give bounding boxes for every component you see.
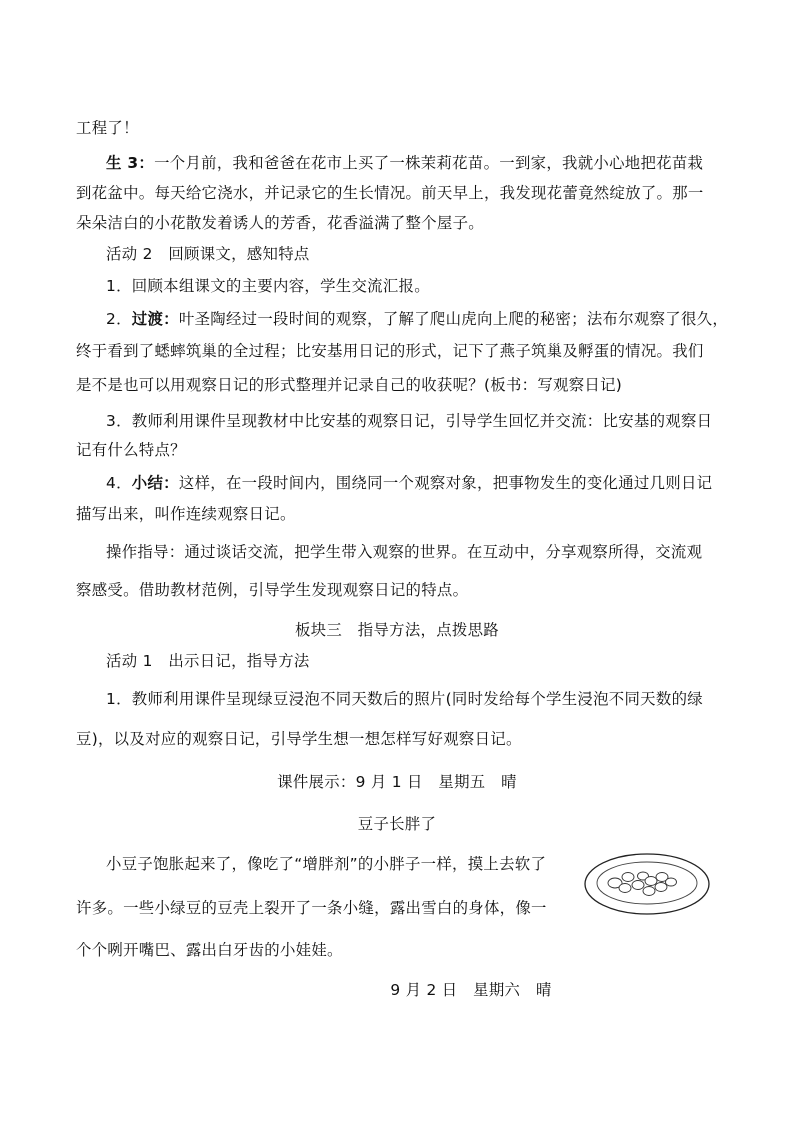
- guide-line-1: [106, 542, 702, 562]
- summary-label: 小结：: [131, 474, 179, 492]
- activity1-heading: 活动 1 出示日记，指导方法: [106, 652, 310, 670]
- item2-line-2: 终于看到了蟋蟀筑巢的全过程；比安基用日记的形式，记下了燕子筑巢及孵蛋的情况。我们: [76, 342, 704, 360]
- item5-line-1: 1．教师利用课件呈现绿豆浸泡不同天数后的照片(同时发给每个学生浸泡不同天数的绿: [106, 690, 703, 708]
- item4-number: 4．: [106, 474, 132, 492]
- student3-label: 生 3：: [106, 154, 155, 172]
- diary-line-3: 个个咧开嘴巴、露出白牙齿的小娃娃。: [76, 941, 343, 959]
- item5-line-2: 豆)，以及对应的观察日记，引导学生想一想怎样写好观察日记。: [76, 730, 522, 748]
- courseware-date: 课件展示：9 月 1 日 星期五 晴: [277, 773, 517, 791]
- item2-line-3: 是不是也可以用观察日记的形式整理并记录自己的收获呢？(板书：写观察日记): [76, 376, 623, 394]
- diary-line-1: 小豆子饱胀起来了，像吃了“增胖剂”的小胖子一样，摸上去软了: [106, 855, 547, 873]
- item3-line-2: 记有什么特点？: [76, 441, 186, 459]
- item4-line-2: 描写出来，叫作连续观察日记。: [76, 505, 296, 523]
- diary-title: 豆子长胖了: [357, 815, 437, 833]
- item4-line-1: [106, 473, 712, 493]
- item1-text: 1．回顾本组课文的主要内容，学生交流汇报。: [106, 277, 430, 295]
- diary-line-2: 许多。一些小绿豆的豆壳上裂开了一条小缝，露出雪白的身体，像一: [76, 899, 547, 917]
- student3-text-1: 一个月前，我和爸爸在花市上买了一株茉莉花苗。一到家，我就小心地把花苗栽: [154, 154, 704, 172]
- guide-text-1: 通过谈话交流，把学生带入观察的世界。在互动中，分享观察所得，交流观: [184, 543, 703, 561]
- transition-label: 过渡：: [131, 310, 179, 328]
- student3-line-2: 到花盆中。每天给它浇水，并记录它的生长情况。前天早上，我发现花蕾竟然绽放了。那一: [76, 184, 704, 202]
- student3-line-1: [106, 153, 703, 173]
- item2-number: 2．: [106, 310, 132, 328]
- item2-line-1: [106, 309, 728, 329]
- item2-text-1: 叶圣陶经过一段时间的观察，了解了爬山虎向上爬的秘密；法布尔观察了很久，: [178, 310, 729, 328]
- item4-text-1: 这样，在一段时间内，围绕同一个观察对象，把事物发生的变化通过几则日记: [178, 474, 713, 492]
- student3-line-3: 朵朵洁白的小花散发着诱人的芳香，花香溢满了整个屋子。: [76, 214, 484, 232]
- item3-line-1: 3．教师利用课件呈现教材中比安基的观察日记，引导学生回忆并交流：比安基的观察日: [106, 412, 713, 430]
- paragraph-continuation: 工程了！: [76, 119, 139, 137]
- guide-line-2: 察感受。借助教材范例，引导学生发现观察日记的特点。: [76, 581, 469, 599]
- activity2-heading: 活动 2 回顾课文，感知特点: [106, 245, 310, 263]
- bean-dish-illustration: [583, 851, 711, 917]
- guide-label: 操作指导：: [106, 543, 185, 561]
- section3-heading: 板块三 指导方法，点拨思路: [295, 621, 499, 639]
- diary-date-2: 9 月 2 日 星期六 晴: [390, 981, 552, 999]
